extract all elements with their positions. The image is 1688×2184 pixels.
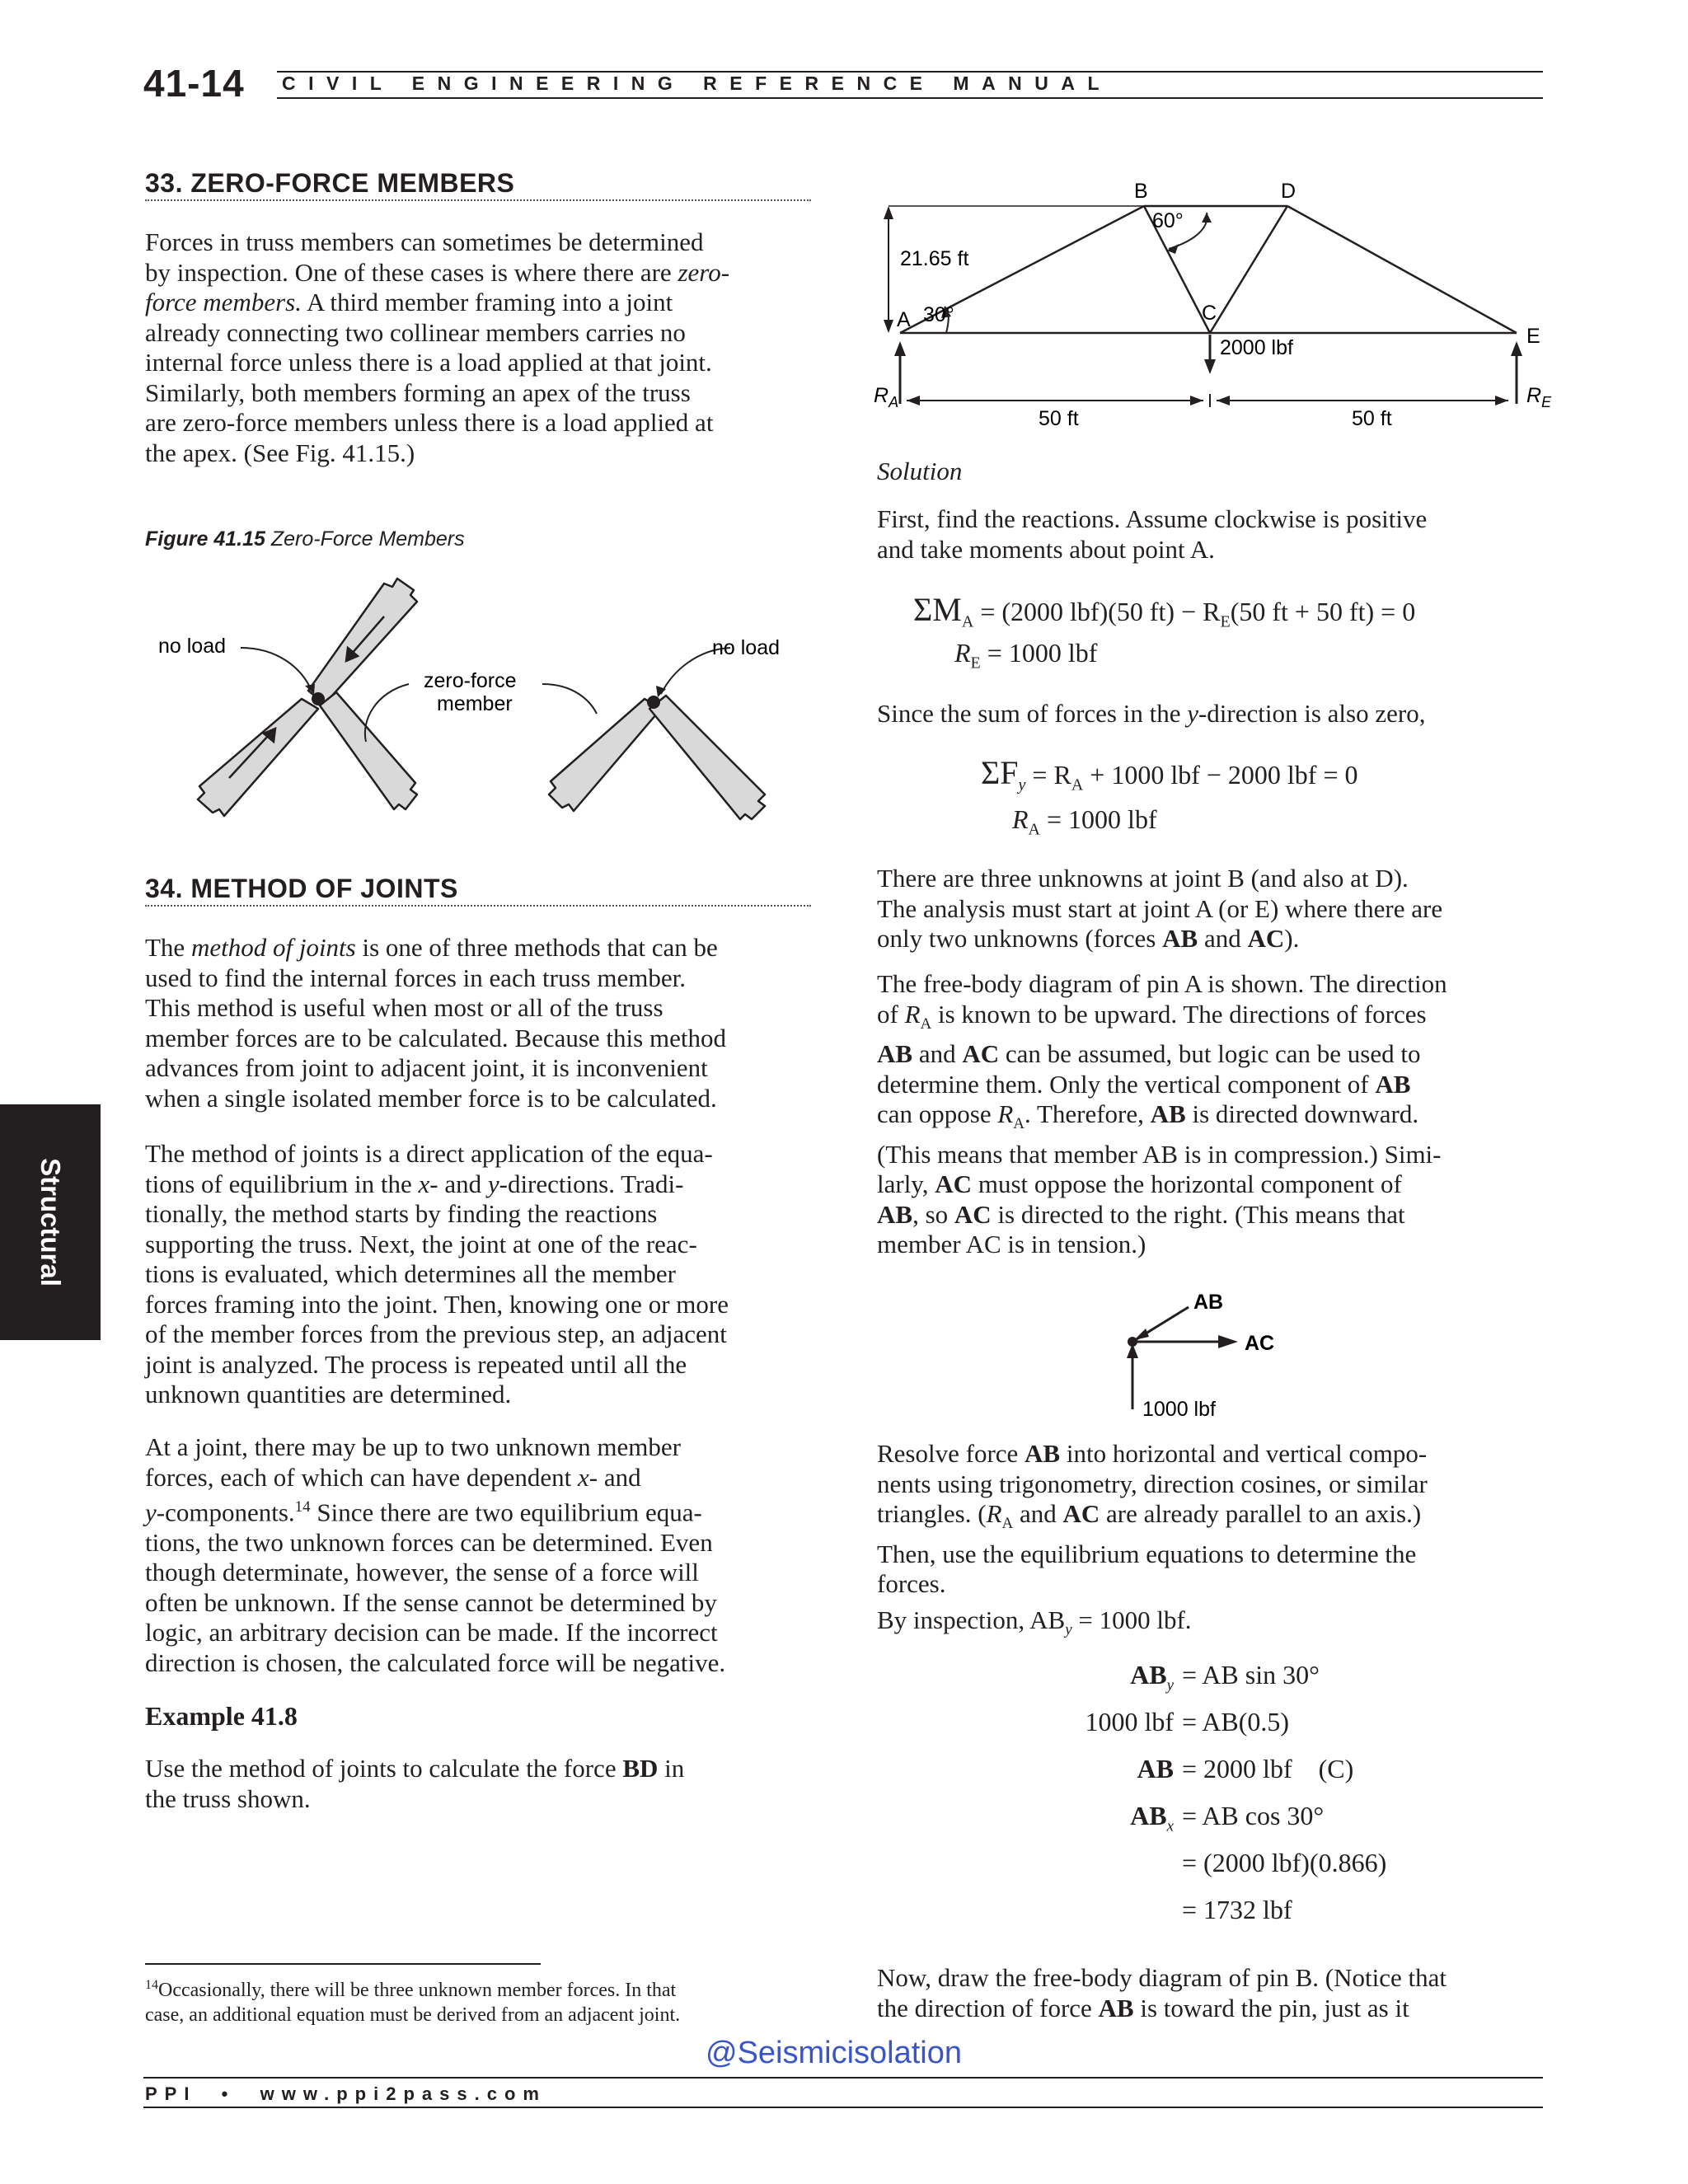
solution-paragraph-7: Now, draw the free-body diagram of pin B. (Notice that the direction of force AB is toward the pin, just as it (877, 1963, 1447, 2022)
joint-label-B: B (1134, 180, 1148, 203)
footer-text: PPI • www.ppi2pass.com (145, 2083, 546, 2104)
footer-rule-top (143, 2077, 1543, 2079)
section-34-heading: 34. METHOD OF JOINTS (145, 874, 458, 903)
section-34-paragraph-3: At a joint, there may be up to two unknown member forces, each of which can have dependent x- and y-components.$^{14}$ Since there are two equilibrium equa- tions, the two unknown forces can be determined. Even though determinate, however, the sense of a force will often be unknown. If the sense cannot be determined by logic, an arbitrary decision can be made. If the incorrect direction is chosen, the calculated force will be negative. (145, 1432, 726, 1677)
joint-label-A: A (897, 308, 911, 331)
joint-label-E: E (1526, 325, 1540, 348)
solution-paragraph-6: By inspection, $AB_y = 1000$ lbf. (877, 1605, 1192, 1639)
example-title: Example 41.8 (145, 1701, 298, 1731)
joint-right (647, 696, 660, 709)
joint-label-D: D (1281, 180, 1296, 203)
equation-moments: $\Sigma M_A = (2000$ lbf)(50 $ft) - R_E(50$ ft + 50 ft) = 0 (913, 591, 1416, 631)
equation-vertical: $\Sigma F_y = R_A + 1000$ lbf − 2000 lbf = 0 (981, 754, 1358, 794)
member-left-right (320, 692, 417, 809)
running-header-title: CIVIL ENGINEERING REFERENCE MANUAL (282, 73, 1113, 94)
solution-paragraph-4: The free-body diagram of pin A is shown. The direction of $R_A$ is known to be upward. The directions of forces AB and AC can be assumed, but logic can be used to determine them. Only the vertical component of AB can oppose $R_A$. Therefore, AB is directed downward. (This means that member AB is in compression.) Simi- larly, AC must oppose the horizontal component of AB, so AC is directed to the right. (This means that member AC is in tension.) (877, 969, 1447, 1259)
header-rule-top (277, 71, 1543, 73)
solution-paragraph-2: Since the sum of forces in the y-direction is also zero, (877, 699, 1426, 728)
reaction-E-label: $R_E$ (1526, 384, 1552, 410)
equation-RE: $R_E = 1000$ lbf (954, 638, 1098, 673)
section-33-paragraph: Forces in truss members can sometimes be determined by inspection. One of these cases is where there are zero- force members. A third member framing into a joint already connecting two collinear members carries no internal force unless there is a load applied at that joint. Similarly, both members forming an apex of the truss are zero-force members unless there is a load applied at the apex. (See Fig. 41.15.) (145, 227, 730, 467)
example-text: Use the method of joints to calculate the force BD in the truss shown. (145, 1754, 685, 1813)
solution-paragraph-1: First, find the reactions. Assume clockwise is positive and take moments about point A. (877, 504, 1428, 564)
footnote: $^{14}$Occasionally, there will be three unknown member forces. In that case, an additional equation must be derived from an adjacent joint. (145, 1978, 681, 2026)
section-34-paragraph-2: The method of joints is a direct application of the equa- tions of equilibrium in the x- and y-directions. Tradi- tionally, the method starts by finding the reactions supporting the truss. Next, the joint at one of the reac- tions is evaluated, which determines all the member forces framing into the joint. Then, knowing one or more of the member forces from the previous step, an adjacent joint is analyzed. The process is repeated until all the unknown quantities are determined. (145, 1139, 729, 1408)
equation-row: $AB_y$ = AB sin 30° (1130, 1660, 1320, 1694)
joint-left (312, 692, 325, 705)
side-tab (0, 1104, 101, 1340)
angle-60: 60° (1152, 209, 1184, 232)
equation-row: = 1732 lbf (1182, 1895, 1292, 1924)
member-right-right (649, 696, 765, 819)
label-zero-force-1: zero-force (424, 669, 517, 692)
solution-paragraph-5: Resolve force AB into horizontal and vertical compo- nents using trigonometry, direction cosines, or similar triangles. ($R_A$ and AC are already parallel to an axis.) Then, use the equilibrium equations to determine the forces. (877, 1439, 1428, 1599)
heading-rule (145, 199, 811, 201)
header-rule-bottom (277, 97, 1543, 99)
member-DE (1287, 206, 1517, 333)
reaction-A-label: $R_A$ (874, 384, 899, 410)
equation-block (877, 1660, 1543, 1942)
fbd-label-AB: AB (1193, 1291, 1224, 1314)
equation-row: 1000 lbf = AB(0.5) (1085, 1707, 1290, 1736)
fbd-label-load: 1000 lbf (1142, 1398, 1216, 1421)
watermark: @Seismicisolation (706, 2036, 963, 2070)
footnote-rule (145, 1963, 541, 1965)
solution-label: Solution (877, 457, 963, 485)
load-label: 2000 lbf (1220, 336, 1293, 359)
span-left-label: 50 ft (1039, 407, 1079, 430)
figure-caption: Figure 41.15 Zero-Force Members (145, 527, 465, 551)
footer-rule-bottom (143, 2107, 1543, 2108)
height-label: 21.65 ft (900, 247, 969, 270)
heading-rule (145, 905, 811, 907)
truss-figure (874, 173, 1558, 437)
section-33-heading: 33. ZERO-FORCE MEMBERS (145, 168, 515, 198)
span-right-label: 50 ft (1352, 407, 1392, 430)
section-34-paragraph-1: The method of joints is one of three methods that can be used to find the internal forces in each truss member. This method is useful when most or all of the truss member forces are to be calculated. Because this method advances from joint to adjacent joint, it is inconvenient when a single isolated member force is to be calculated. (145, 933, 726, 1113)
label-no-load-left: no load (158, 635, 227, 658)
solution-paragraph-3: There are three unknowns at joint B (and also at D). The analysis must start at joint A (or E) where there are only two unknowns (forces AB and AC). (877, 864, 1443, 953)
zero-force-figure (145, 569, 821, 832)
equation-row: $AB_x$ = AB cos 30° (1130, 1801, 1325, 1835)
member-left-lower (198, 699, 318, 816)
side-tab-label: Structural (35, 1158, 66, 1286)
equation-row: = (2000 lbf)(0.866) (1182, 1848, 1387, 1877)
member-CD (1210, 206, 1287, 333)
label-no-load-right: no load (712, 636, 781, 659)
page-number: 41-14 (143, 62, 245, 105)
equation-RA: $R_A = 1000$ lbf (1012, 804, 1157, 839)
label-zero-force-2: member (437, 692, 513, 715)
fbd-pin-a (1121, 1261, 1319, 1426)
equation-row: AB = 2000 lbf (C) (1137, 1754, 1354, 1783)
angle-30: 30° (923, 303, 954, 326)
fbd-label-AC: AC (1245, 1332, 1275, 1355)
member-right-left (549, 699, 661, 811)
joint-label-C: C (1202, 302, 1217, 325)
